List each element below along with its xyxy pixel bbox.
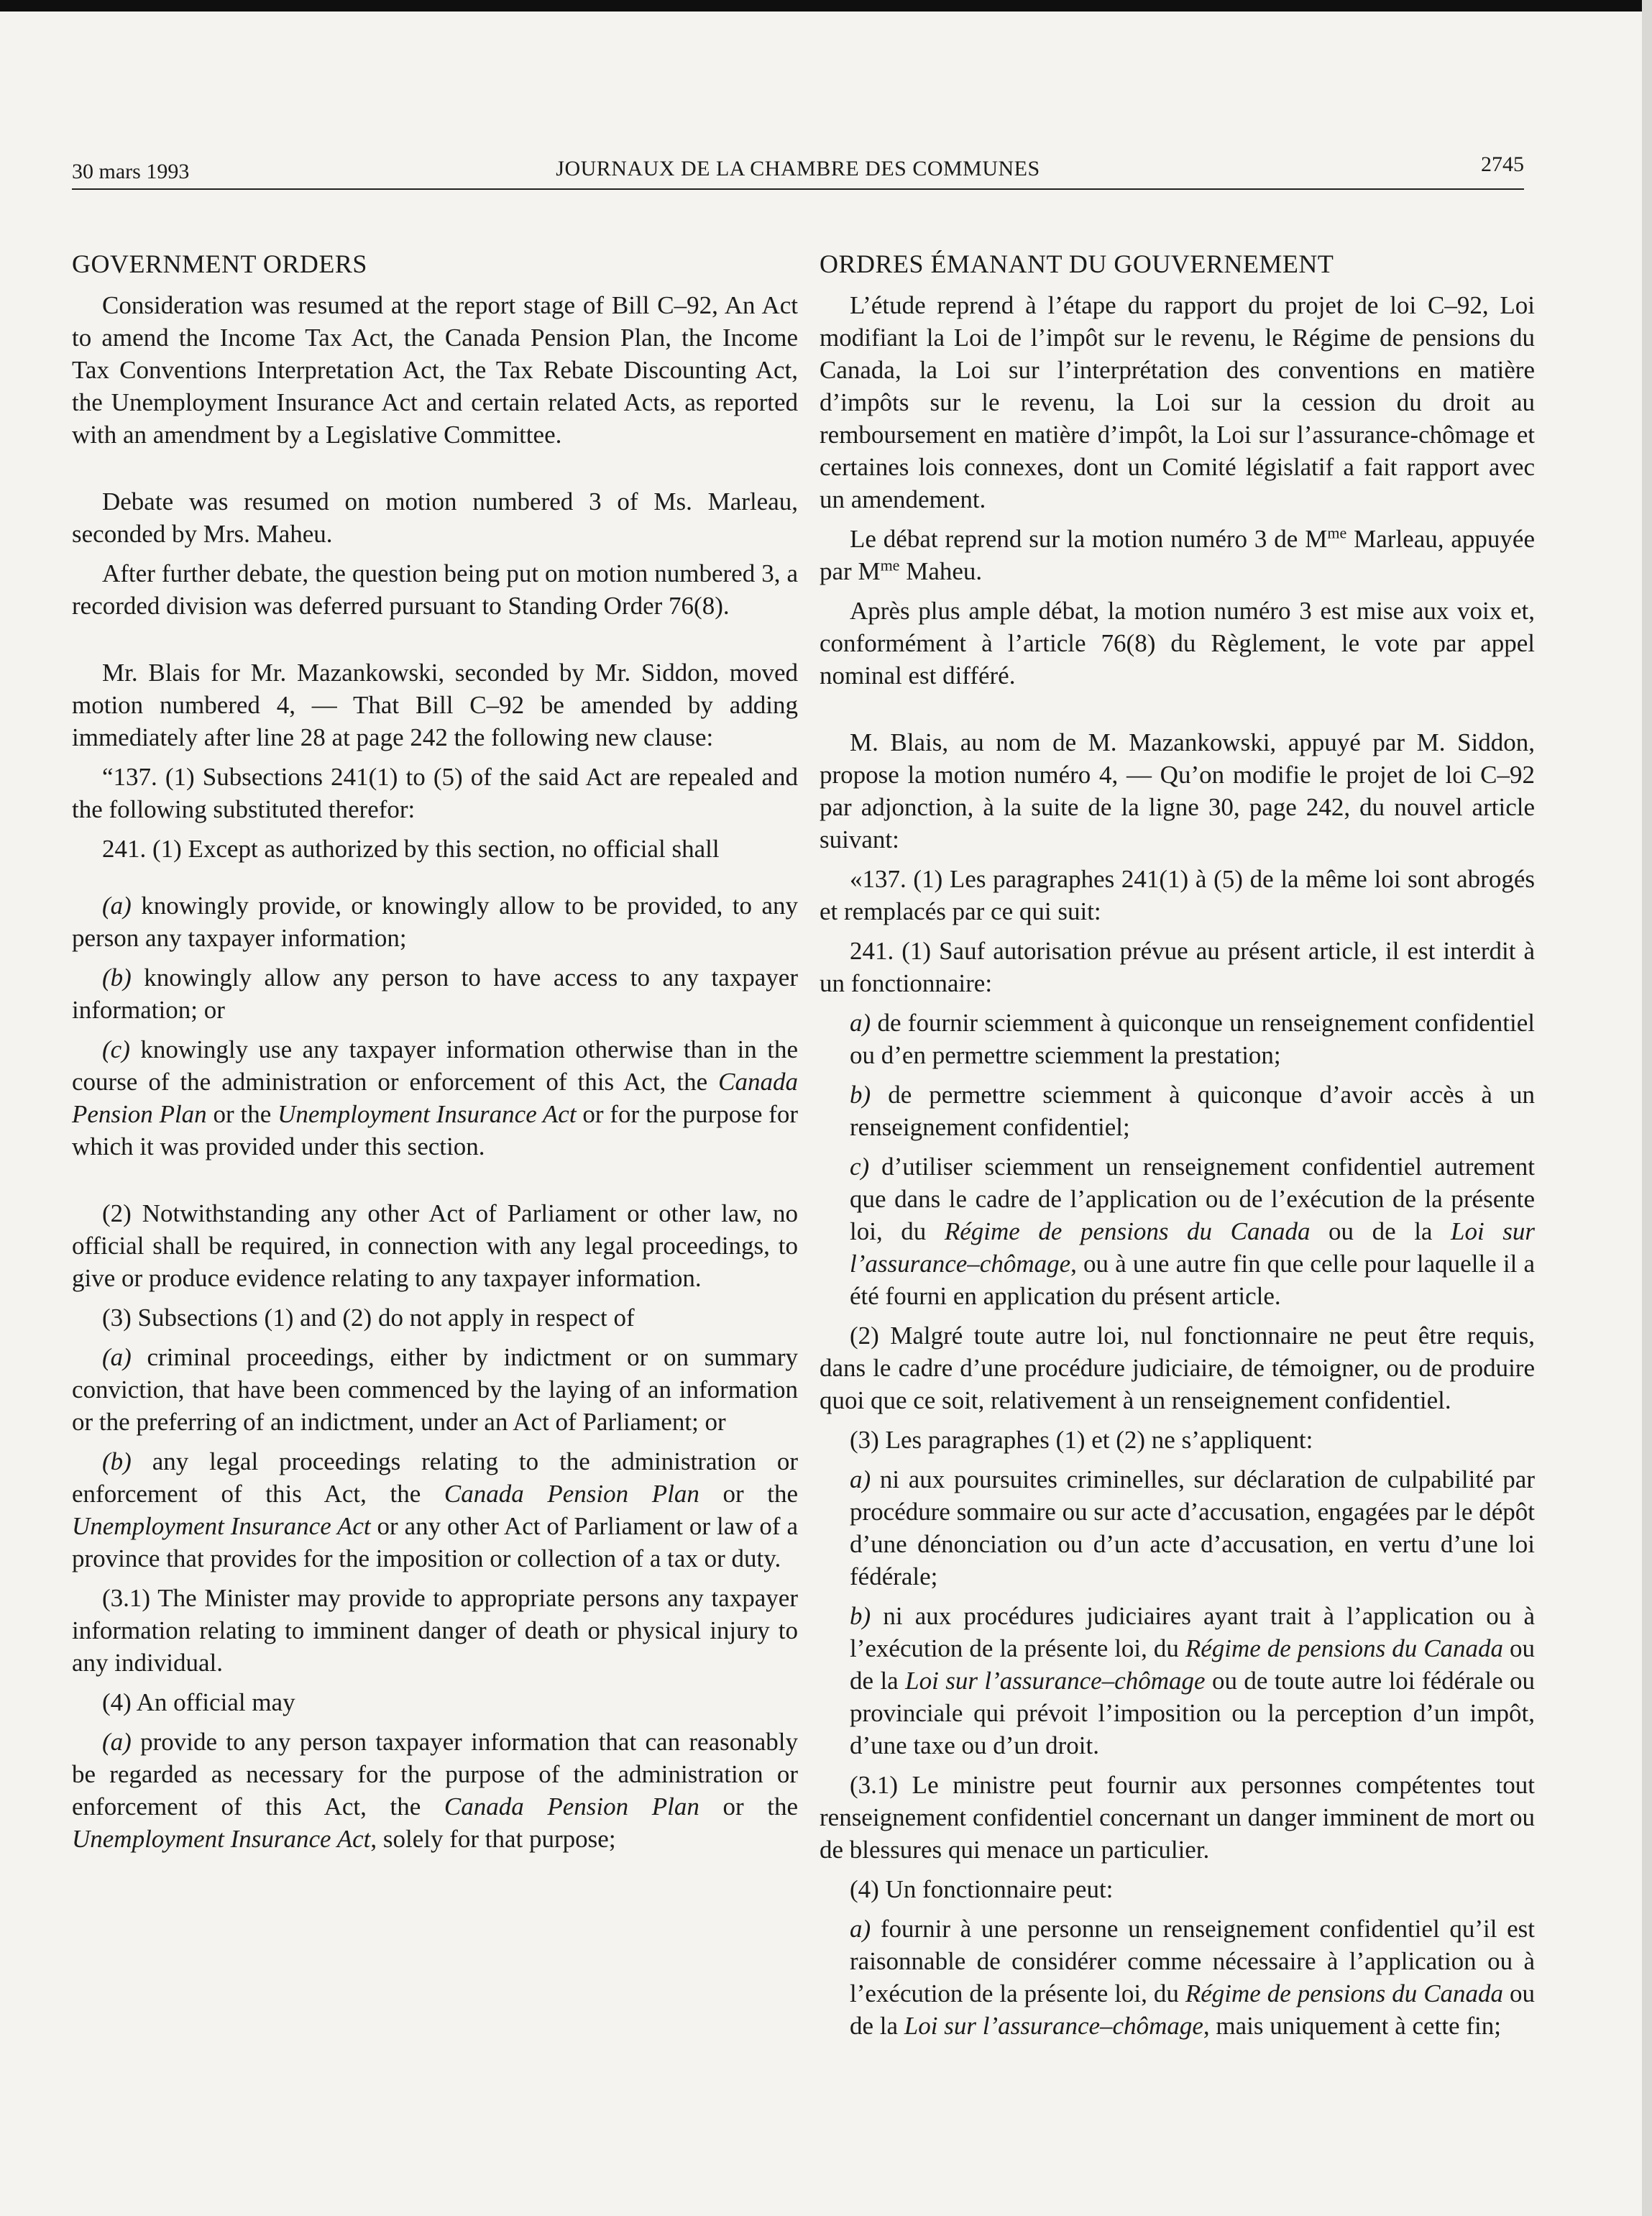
- clause: (a) knowingly provide, or knowingly allow to be provided, to any person any taxpayer information;: [72, 892, 798, 952]
- clause: b) de permettre sciemment à quiconque d’avoir accès à un renseignement confidentiel;: [850, 1081, 1535, 1141]
- paragraph: (4) Un fonctionnaire peut:: [850, 1875, 1114, 1903]
- clause: b) ni aux procédures judiciaires ayant trait à l’application ou à l’exécution de la présente loi, du Régime de pensions du Canada ou de la Loi sur l’assurance–chômage ou de toute autre loi fédérale ou provinciale qui prévoit l’imposition ou la perception d’un impôt, d’une taxe ou d’un droit.: [850, 1602, 1536, 1759]
- paragraph: (3) Subsections (1) and (2) do not apply in respect of: [102, 1304, 635, 1332]
- scan-right-edge: [1642, 0, 1652, 2216]
- paragraph: «137. (1) Les paragraphes 241(1) à (5) de la même loi sont abrogés et remplacés par ce qui suit:: [820, 865, 1535, 925]
- page-number: 2745: [1481, 152, 1524, 176]
- clause: (c) knowingly use any taxpayer information otherwise than in the course of the administration or enforcement of this Act, the Canada Pension Plan or the Unemployment Insurance Act or for the purpose for which it was provided under this section.: [72, 1035, 798, 1160]
- clause: (b) any legal proceedings relating to the administration or enforcement of this Act, the Canada Pension Plan or the Unemployment Insurance Act or any other Act of Parliament or law of a province that provides for the imposition or collection of a tax or duty.: [72, 1447, 798, 1572]
- clause: (a) criminal proceedings, either by indictment or on summary conviction, that have been commenced by the laying of an information or the preferring of an indictment, under an Act of Parliament; or: [72, 1343, 798, 1436]
- paragraph: M. Blais, au nom de M. Mazankowski, appuyé par M. Siddon, propose la motion numéro 4, — Qu’on modifie le projet de loi C–92 par adjonction, à la suite de la ligne 30, page 242, du nouvel article suivant:: [820, 728, 1535, 853]
- paragraph: (3.1) The Minister may provide to appropriate persons any taxpayer information relating to imminent danger of death or physical injury to any individual.: [72, 1584, 798, 1677]
- clause: c) d’utiliser sciemment un renseignement confidentiel autrement que dans le cadre de l’application ou de l’exécution de la présente loi, du Régime de pensions du Canada ou de la Loi sur l’assurance–chômage, ou à une autre fin que celle pour laquelle il a été fourni en application du présent article.: [850, 1153, 1536, 1310]
- paragraph: Consideration was resumed at the report stage of Bill C–92, An Act to amend the Income Tax Act, the Canada Pension Plan, the Income Tax Conventions Interpretation Act, the Tax Rebate Discounting Act, the Unemployment Insurance Act and certain related Acts, as reported with an amendment by a Legislative Committee.: [72, 291, 798, 449]
- paragraph: (3.1) Le ministre peut fournir aux personnes compétentes tout renseignement confidentiel concernant un danger imminent de mort ou de blessures qui menace un particulier.: [820, 1771, 1535, 1864]
- clause: a) fournir à une personne un renseignement confidentiel qu’il est raisonnable de considérer comme nécessaire à l’application ou à l’exécution de la présente loi, du Régime de pensions du Canada ou de la Loi sur l’assurance–chômage, mais uniquement à cette fin;: [850, 1915, 1536, 2040]
- paragraph: After further debate, the question being put on motion numbered 3, a recorded division was deferred pursuant to Standing Order 76(8).: [72, 559, 798, 620]
- scan-top-edge: [0, 0, 1652, 12]
- page-header: [72, 152, 1524, 190]
- clause: a) ni aux poursuites criminelles, sur déclaration de culpabilité par procédure sommaire ou sur acte d’accusation, engagées par le dépôt d’une dénonciation ou d’un acte d’accusation, en vertu d’une loi fédérale;: [850, 1465, 1535, 1590]
- paragraph: “137. (1) Subsections 241(1) to (5) of the said Act are repealed and the following substituted therefor:: [72, 763, 798, 823]
- clause: a) de fournir sciemment à quiconque un renseignement confidentiel ou d’en permettre sciemment la prestation;: [850, 1009, 1535, 1069]
- paragraph: (3) Les paragraphes (1) et (2) ne s’appliquent:: [850, 1426, 1313, 1454]
- header-journal-title: JOURNAUX DE LA CHAMBRE DES COMMUNES: [556, 157, 1040, 180]
- paragraph: 241. (1) Except as authorized by this section, no official shall: [102, 835, 720, 863]
- paragraph: (4) An official may: [102, 1688, 295, 1716]
- english-column: [72, 248, 798, 1862]
- paragraph: (2) Malgré toute autre loi, nul fonctionnaire ne peut être requis, dans le cadre d’une procédure judiciaire, de témoigner, ou de produire quoi que ce soit, relativement à un renseignement confidentiel.: [820, 1322, 1535, 1414]
- paragraph: Debate was resumed on motion numbered 3 of Ms. Marleau, seconded by Mrs. Maheu.: [72, 487, 798, 548]
- header-date: 30 mars 1993: [72, 160, 190, 183]
- paragraph: L’étude reprend à l’étape du rapport du projet de loi C–92, Loi modifiant la Loi de l’impôt sur le revenu, le Régime de pensions du Canada, la Loi sur l’interprétation des conventions en matière d’impôts sur le revenu, la Loi sur la cession du droit au remboursement en matière d’impôt, la Loi sur l’assurance-chômage et certaines lois connexes, dont un Comité législatif a fait rapport avec un amendement.: [820, 291, 1535, 513]
- paragraph: Mr. Blais for Mr. Mazankowski, seconded by Mr. Siddon, moved motion numbered 4, — That Bill C–92 be amended by adding immediately after line 28 at page 242 the following new clause:: [72, 659, 798, 751]
- section-title-en: GOVERNMENT ORDERS: [72, 249, 367, 278]
- section-title-fr: ORDRES ÉMANANT DU GOUVERNEMENT: [820, 249, 1334, 278]
- paragraph: (2) Notwithstanding any other Act of Parliament or other law, no official shall be required, in connection with any legal proceedings, to give or produce evidence relating to any taxpayer information.: [72, 1199, 798, 1292]
- paragraph: Le débat reprend sur la motion numéro 3 de $M^{me}$ Marleau, appuyée par $M^{me}$ Maheu.: [820, 523, 1535, 585]
- french-column: [820, 248, 1535, 2049]
- paragraph: Après plus ample débat, la motion numéro 3 est mise aux voix et, conformément à l’article 76(8) du Règlement, le vote par appel nominal est différé.: [820, 597, 1535, 690]
- clause: (b) knowingly allow any person to have access to any taxpayer information; or: [72, 963, 798, 1024]
- paragraph: 241. (1) Sauf autorisation prévue au présent article, il est interdit à un fonctionnaire:: [820, 937, 1535, 997]
- clause: (a) provide to any person taxpayer information that can reasonably be regarded as necessary for the purpose of the administration or enforcement of this Act, the Canada Pension Plan or the Unemployment Insurance Act, solely for that purpose;: [72, 1728, 798, 1853]
